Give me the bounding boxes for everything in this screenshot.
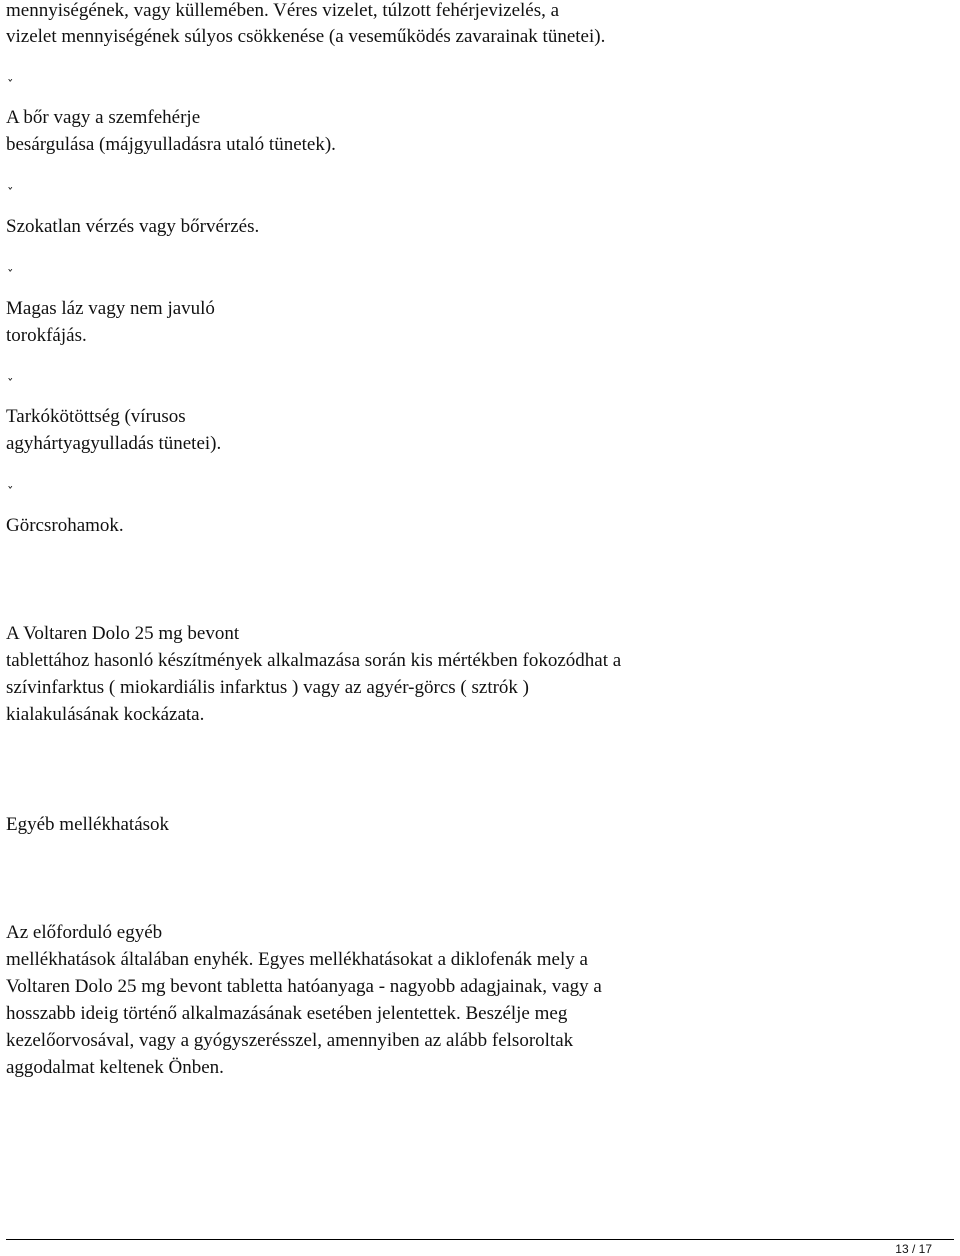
page-number: 13 / 17 bbox=[895, 1242, 932, 1256]
other-paragraph-line-6: aggodalmat keltenek Önben. bbox=[6, 1057, 224, 1078]
risk-paragraph-line-2: tablettához hasonló készítmények alkalmazása során kis mértékben fokozódhat a bbox=[6, 650, 622, 671]
bullet-caron-icon: ˇ bbox=[7, 269, 14, 284]
intro-line-2: vizelet mennyiségének súlyos csökkenése (a veseműködés zavarainak tünetei). bbox=[6, 26, 606, 47]
other-paragraph-line-4: hosszabb ideig történő alkalmazásának esetében jelentettek. Beszélje meg bbox=[6, 1003, 568, 1024]
other-paragraph-line-5: kezelőorvosával, vagy a gyógyszerésszel, amennyiben az alább felsoroltak bbox=[6, 1030, 574, 1051]
risk-paragraph-line-4: kialakulásának kockázata. bbox=[6, 704, 205, 725]
section-heading-other-side-effects: Egyéb mellékhatások bbox=[6, 814, 170, 835]
risk-paragraph-line-1: A Voltaren Dolo 25 mg bevont bbox=[6, 623, 240, 644]
bullet-4-line-2: agyhártyagyulladás tünetei). bbox=[6, 433, 222, 454]
intro-line-1: mennyiségének, vagy küllemében. Véres vizelet, túlzott fehérjevizelés, a bbox=[6, 0, 560, 21]
risk-paragraph-line-3: szívinfarktus ( miokardiális infarktus ) vagy az agyér-görcs ( sztrók ) bbox=[6, 677, 530, 698]
bullet-1-line-2: besárgulása (májgyulladásra utaló tünetek). bbox=[6, 134, 336, 155]
bullet-caron-icon: ˇ bbox=[7, 486, 14, 501]
other-paragraph-line-3: Voltaren Dolo 25 mg bevont tabletta hatóanyaga - nagyobb adagjainak, vagy a bbox=[6, 976, 602, 997]
bullet-4-line-1: Tarkókötöttség (vírusos bbox=[6, 406, 186, 427]
other-paragraph-line-1: Az előforduló egyéb bbox=[6, 922, 163, 943]
other-paragraph-line-2: mellékhatások általában enyhék. Egyes mellékhatásokat a diklofenák mely a bbox=[6, 949, 588, 970]
bullet-caron-icon: ˇ bbox=[7, 187, 14, 202]
bullet-3-line-1: Magas láz vagy nem javuló bbox=[6, 298, 215, 319]
bullet-caron-icon: ˇ bbox=[7, 378, 14, 393]
bullet-2-line-1: Szokatlan vérzés vagy bőrvérzés. bbox=[6, 216, 260, 237]
bullet-1-line-1: A bőr vagy a szemfehérje bbox=[6, 107, 201, 128]
bullet-5-line-1: Görcsrohamok. bbox=[6, 515, 124, 536]
footer-divider bbox=[6, 1239, 954, 1240]
bullet-3-line-2: torokfájás. bbox=[6, 325, 87, 346]
bullet-caron-icon: ˇ bbox=[7, 79, 14, 94]
